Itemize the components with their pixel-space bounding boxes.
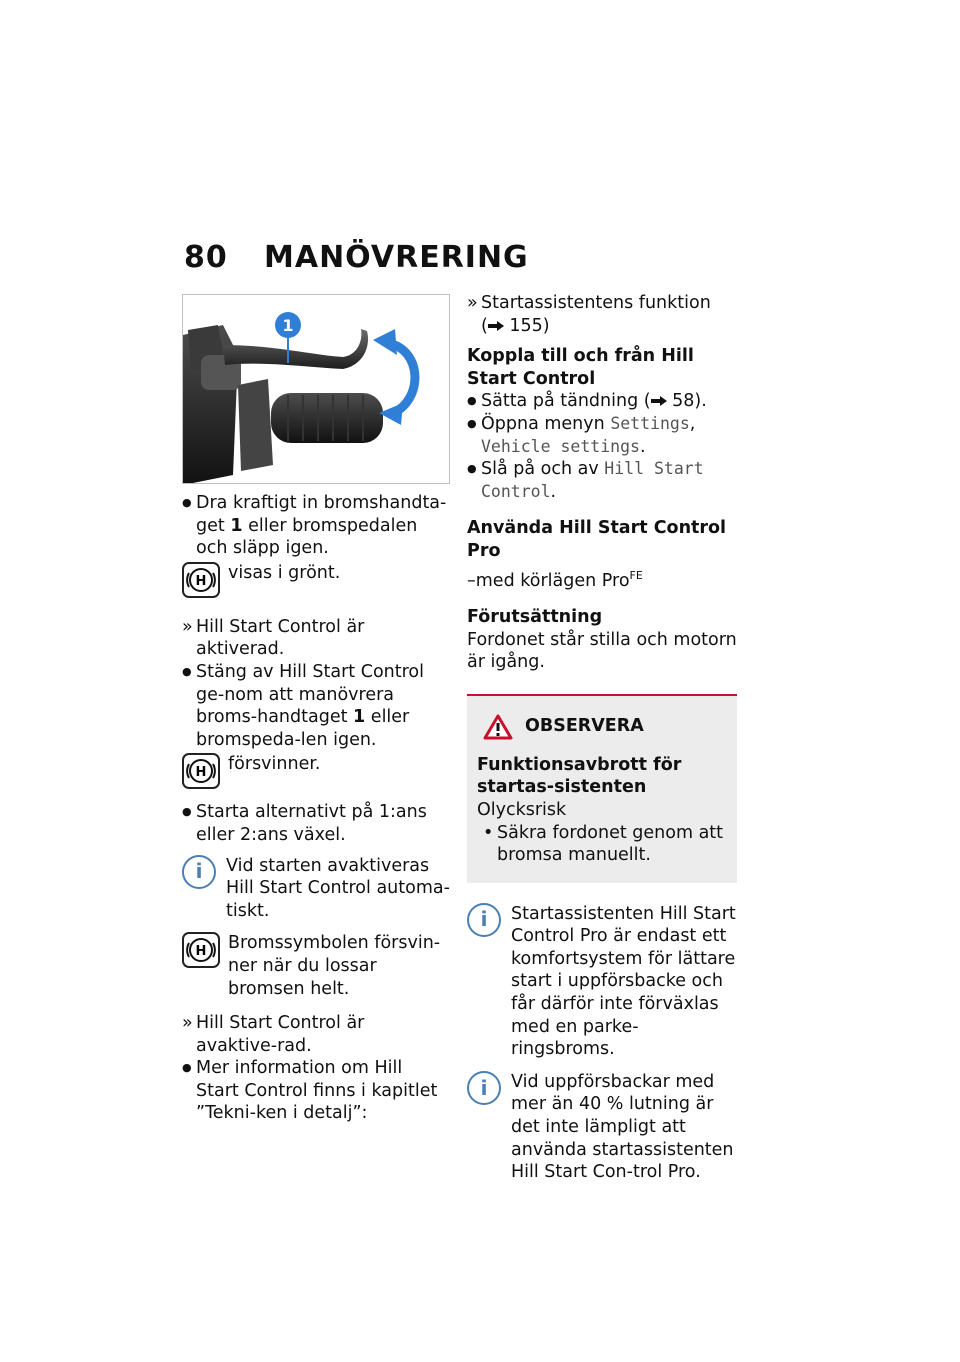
svg-text:H: H — [195, 944, 207, 960]
warning-item: • Säkra fordonet genom att bromsa manuellt. — [483, 822, 724, 866]
arrow-right-icon — [488, 321, 504, 331]
step-open-menu: ● Öppna menyn Settings, Vehicle settings. — [467, 413, 737, 458]
hill-hold-icon — [182, 932, 220, 968]
heading-toggle: Koppla till och från Hill Start Control — [467, 346, 694, 389]
info-icon: i — [182, 855, 216, 889]
hold-indicator-row-2 — [182, 753, 450, 789]
brake-lever-illustration — [183, 295, 450, 484]
result-activated: » Hill Start Control är aktiverad. — [182, 616, 450, 661]
precondition-text: Fordonet står stilla och motorn är igång. — [467, 629, 737, 673]
warning-box — [467, 694, 737, 883]
warning-risk: Olycksrisk — [477, 799, 567, 820]
warning-label: OBSERVERA — [525, 716, 644, 737]
hold-indicator-row — [182, 562, 450, 598]
step-ignition: ● Sätta på tändning ( 58). — [467, 390, 737, 413]
hill-hold-icon — [182, 562, 220, 598]
note-comfort-system: i Startassistenten Hill Start Control Pro är endast ett komfortsystem för lättare start i uppförsbacke och får därför inte förväxlas med en parke-ringsbroms. — [467, 903, 737, 1061]
step-pull-brake: ● Dra kraftigt in bromshandta-get 1 eller bromspedalen och släpp igen. — [182, 492, 450, 560]
callout-number: 1 — [282, 316, 294, 335]
note-auto-deactivate: i Vid starten avaktiveras Hill Start Control automa-tiskt. — [182, 855, 450, 923]
step-deactivate: ● Stäng av Hill Start Control ge-nom att manövrera broms-handtaget 1 eller bromspeda-len igen. — [182, 661, 450, 751]
warning-title: Funktionsavbrott för startas-sistenten — [477, 754, 682, 798]
warning-triangle-icon — [483, 714, 513, 740]
hill-hold-icon — [182, 753, 220, 789]
page-title: MANÖVRERING — [264, 240, 529, 275]
indicator-green-text: visas i grönt. — [228, 562, 341, 583]
info-icon: i — [467, 903, 501, 937]
result-startassist: » Startassistentens funktion ( 155) — [467, 292, 737, 337]
info-icon: i — [467, 1071, 501, 1105]
note-steep-incline: i Vid uppförsbackar med mer än 40 % lutning är det inte lämpligt att använda startassistenten Hill Start Con-trol Pro. — [467, 1071, 737, 1184]
heading-use-pro: Använda Hill Start Control Pro — [467, 518, 727, 561]
riding-mode-line: –med körlägen Pro$^{FE}$ — [467, 568, 643, 591]
indicator-disappears-text: försvinner. — [228, 754, 321, 775]
svg-text:H: H — [195, 765, 207, 781]
right-column — [467, 292, 737, 1184]
note-brake-symbol: H Bromssymbolen försvin-ner när du lossar bromsen helt. — [182, 932, 450, 1000]
heading-precondition: Förutsättning — [467, 606, 603, 627]
brake-lever-figure — [182, 294, 450, 484]
left-column — [182, 492, 450, 1125]
warning-header — [483, 714, 727, 740]
result-deactivated: » Hill Start Control är avaktive-rad. — [182, 1012, 450, 1057]
step-start-gear: ● Starta alternativt på 1:ans eller 2:ans växel. — [182, 801, 450, 846]
svg-text:H: H — [195, 573, 207, 589]
page-number: 80 — [184, 240, 228, 275]
step-toggle: ● Slå på och av Hill Start Control. — [467, 458, 737, 503]
arrow-right-icon — [651, 396, 667, 406]
step-more-info: ● Mer information om Hill Start Control finns i kapitlet ”Tekni-ken i detalj”: — [182, 1057, 450, 1125]
